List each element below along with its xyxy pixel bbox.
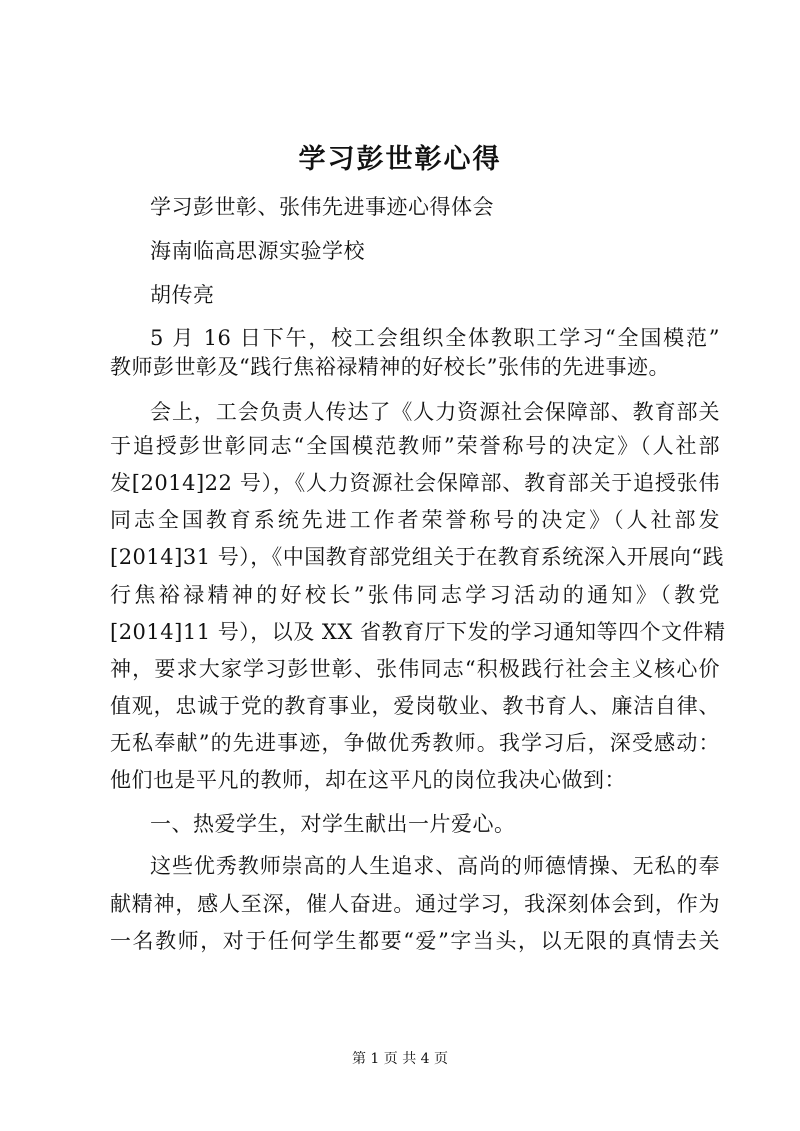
paragraph-line: 行焦裕禄精神的好校长”张伟同志学习活动的通知》（教党 — [110, 583, 720, 607]
paragraph-line: 教师彭世彰及“践行焦裕禄精神的好校长”张伟的先进事迹。 — [110, 355, 670, 379]
paragraph-line: 值观，忠诚于党的教育事业，爱岗敬业、教书育人、廉洁自律、 — [110, 694, 720, 718]
author-line: 胡传亮 — [150, 283, 215, 307]
document-title: 学习彭世彰心得 — [298, 144, 502, 175]
school-line: 海南临高思源实验学校 — [150, 239, 365, 263]
paragraph-line: 这些优秀教师崇高的人生追求、高尚的师德情操、无私的奉 — [150, 854, 720, 878]
page-number: 第 1 页 共 4 页 — [351, 1051, 449, 1067]
paragraph-line: 同志全国教育系统先进工作者荣誉称号的决定》（人社部发 — [110, 508, 720, 532]
paragraph-line: 无私奉献”的先进事迹，争做优秀教师。我学习后，深受感动： — [110, 731, 720, 755]
paragraph-line: 5 月 16 日下午，校工会组织全体教职工学习“全国模范” — [150, 326, 720, 350]
paragraph-line: 献精神，感人至深，催人奋进。通过学习，我深刻体会到，作为 — [110, 892, 720, 916]
paragraph-line: [2014]31 号），《中国教育部党组关于在教育系统深入开展向“践 — [110, 545, 724, 569]
paragraph-line: 神，要求大家学习彭世彰、张伟同志“积极践行社会主义核心价 — [110, 657, 720, 681]
paragraph-line: 一名教师，对于任何学生都要“爱”字当头，以无限的真情去关 — [110, 929, 720, 953]
paragraph-line: 发[2014]22 号），《人力资源社会保障部、教育部关于追授张伟 — [110, 471, 720, 495]
subtitle-line: 学习彭世彰、张伟先进事迹心得体会 — [150, 195, 494, 219]
section-heading: 一、热爱学生，对学生献出一片爱心。 — [150, 812, 516, 836]
paragraph-line: 会上，工会负责人传达了《人力资源社会保障部、教育部关 — [150, 400, 720, 424]
paragraph-line: 他们也是平凡的教师，却在这平凡的岗位我决心做到： — [110, 768, 626, 792]
paragraph-line: [2014]11 号），以及 XX 省教育厅下发的学习通知等四个文件精 — [110, 620, 726, 644]
paragraph-line: 于追授彭世彰同志“全国模范教师”荣誉称号的决定》（人社部 — [110, 434, 720, 458]
